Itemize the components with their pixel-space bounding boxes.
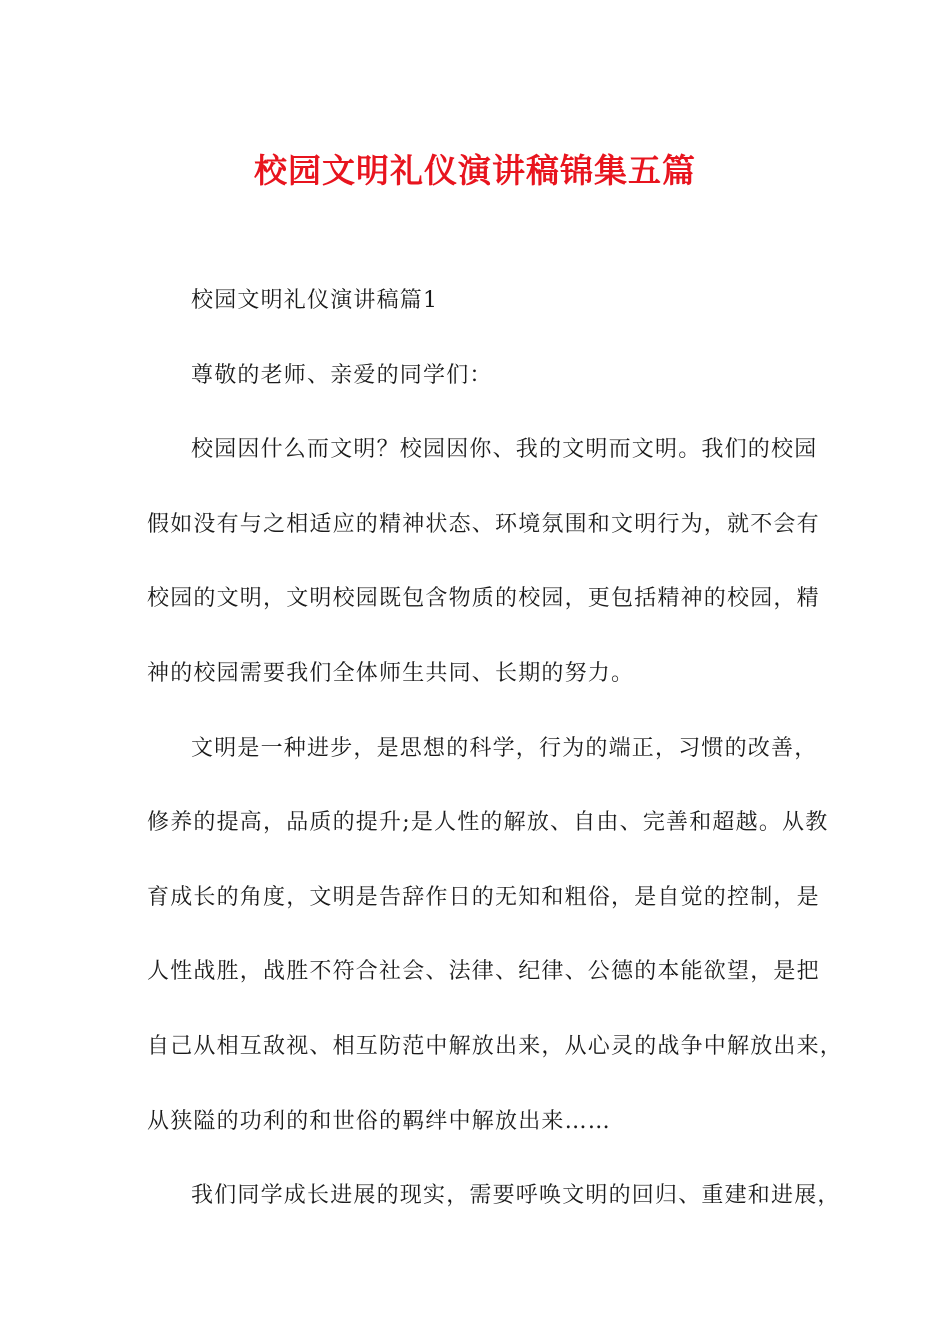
- body-line: 校园因什么而文明？校园因你、我的文明而文明。我们的校园: [191, 437, 818, 463]
- body-line: 校园文明礼仪演讲稿篇1: [191, 288, 439, 313]
- document-title: 校园文明礼仪演讲稿锦集五篇: [254, 151, 696, 190]
- body-line: 育成长的角度，文明是告辞作日的无知和粗俗，是自觉的控制，是: [147, 884, 820, 910]
- body-line: 人性战胜，战胜不符合社会、法律、纪律、公德的本能欲望，是把: [147, 959, 820, 985]
- body-line: 从狭隘的功利的和世俗的羁绊中解放出来……: [147, 1108, 612, 1134]
- body-line: 我们同学成长进展的现实，需要呼唤文明的回归、重建和进展，: [191, 1183, 841, 1209]
- document-body: [147, 282, 844, 1214]
- body-line: 自己从相互敌视、相互防范中解放出来，从心灵的战争中解放出来，: [147, 1033, 844, 1059]
- body-line: 修养的提高，品质的提升;是人性的解放、自由、完善和超越。从教: [147, 810, 829, 836]
- body-line: 假如没有与之相适应的精神状态、环境氛围和文明行为，就不会有: [147, 511, 820, 537]
- body-line: 尊敬的老师、亲爱的同学们：: [191, 362, 493, 388]
- body-line: 神的校园需要我们全体师生共同、长期的努力。: [147, 660, 635, 686]
- body-line: 文明是一种进步，是思想的科学，行为的端正，习惯的改善，: [191, 735, 818, 761]
- body-line: 校园的文明，文明校园既包含物质的校园，更包括精神的校园，精: [147, 586, 820, 612]
